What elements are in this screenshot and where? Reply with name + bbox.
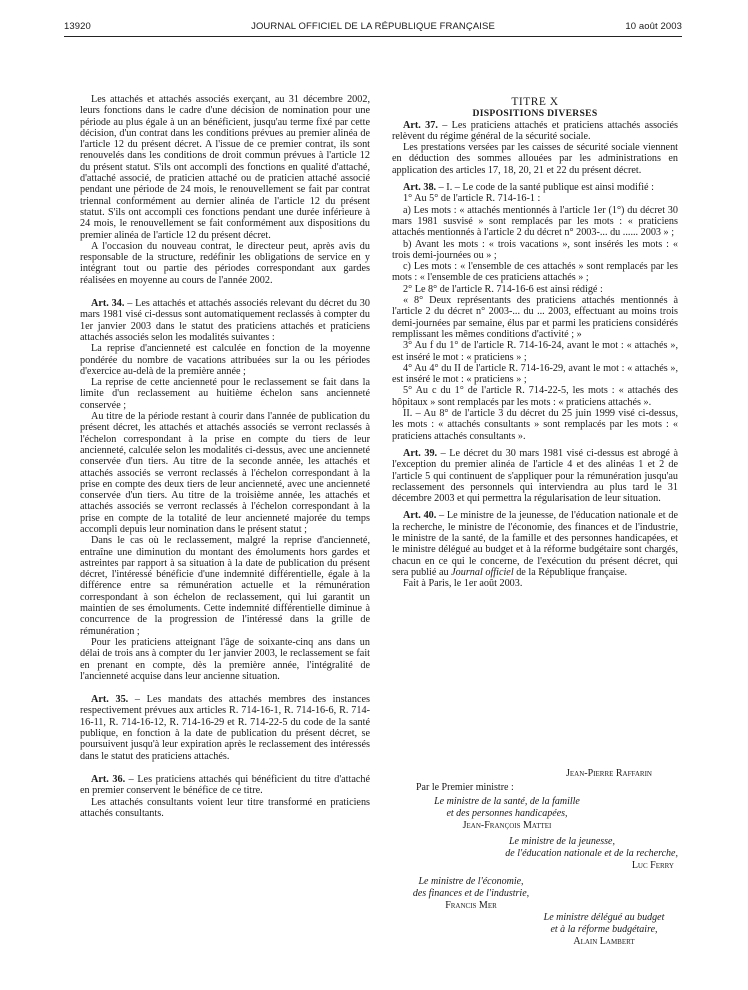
article-39-label: Art. 39.: [403, 447, 438, 459]
right-column: [392, 97, 678, 589]
budget-title-1: Le ministre délégué au budget: [543, 912, 665, 923]
paragraph: II. – Au 8° de l'article 3 du décret du 25 juin 1999 visé ci-dessus, les mots : « attachés consultants » sont remplacés par les mots : « praticiens attachés consultants ».: [392, 408, 678, 442]
jeunesse-minister-name: Luc Ferry: [631, 860, 674, 871]
paragraph: 2° Le 8° de l'article R. 714-16-6 est ainsi rédigé :: [403, 283, 603, 295]
paragraph: a) Les mots : « attachés mentionnés à l'article 1er (1°) du décret 30 mars 1981 susvisé » sont remplacés par les mots : « praticiens attachés mentionnés à l'article 2 du décret n° 2003-... du ...... 2003 » ;: [392, 204, 678, 239]
sante-title-2: et des personnes handicapées,: [446, 808, 568, 819]
article-36-label: Art. 36.: [91, 773, 126, 785]
issue-date: 10 août 2003: [625, 21, 682, 32]
paragraph: 4° Au 4° du II de l'article R. 714-16-29, avant le mot : « attachés », est inséré le mot : « praticiens » ;: [392, 362, 678, 386]
paragraph: Les prestations versées par les caisses de sécurité sociale viennent en déduction des sommes allouées par les administrations en application des articles 17, 18, 20, 21 et 22 du présent décret.: [392, 142, 678, 176]
paragraph: 3° Au f du 1° de l'article R. 714-16-24, avant le mot : « attachés », est inséré le mot : « praticiens » ;: [392, 340, 678, 363]
article-40-end: de la République française.: [513, 566, 628, 578]
jeunesse-title-1: Le ministre de la jeunesse,: [508, 836, 615, 847]
section-subtitle: DISPOSITIONS DIVERSES: [472, 108, 598, 120]
article-35-text: – Les mandats des attachés membres des instances respectivement prévues aux articles R. 714-16-1, R. 714-16-6, R. 714-16-11, R. 714-16-12, R. 714-16-29 et R. 714-22-5 du code de la santé publique, en fonction à la date de publication du présent décret, se poursuivent jusqu'à leur expiration après le reclassement des intéressés dans le statut des praticiens attachés.: [80, 694, 370, 762]
article-38-label: Art. 38.: [403, 182, 437, 194]
article-34-label: Art. 34.: [91, 298, 125, 310]
article-38-text: – I. – Le code de la santé publique est ainsi modifié :: [436, 182, 654, 194]
eco-title-2: des finances et de l'industrie,: [412, 888, 530, 899]
journal-title: JOURNAL OFFICIEL DE LA RÉPUBLIQUE FRANÇAISE: [251, 21, 495, 32]
paragraph: Pour les praticiens atteignant l'âge de soixante-cinq ans dans un délai de trois ans à compter du 1er janvier 2003, le reclassement se fait en prenant en compte, dès la première année, l'intégralité de l'ancienneté acquise dans leur ancienne situation.: [80, 636, 370, 682]
article-37-text: – Les praticiens attachés et praticiens attachés associés relèvent du régime général de la sécurité sociale.: [392, 119, 678, 142]
jeunesse-title-2: de l'éducation nationale et de la recherche,: [505, 848, 678, 859]
budget-title-2: et à la réforme budgétaire,: [550, 924, 658, 935]
paragraph: A l'occasion du nouveau contrat, le directeur peut, après avis du responsable de la structure, redéfinir les obligations de service en y intégrant tout ou partie des périodes correspondant aux gardes réalisées en moyenne au cours de l'année 2002.: [80, 240, 370, 286]
page-header: [64, 21, 682, 35]
sante-minister-name: Jean-François Mattei: [462, 820, 552, 831]
paragraph: 1° Au 5° de l'article R. 714-16-1 :: [403, 193, 541, 205]
eco-minister-name: Francis Mer: [445, 900, 497, 911]
paragraph: 5° Au c du 1° de l'article R. 714-22-5, les mots : « attachés des hôpitaux » sont remplacés par les mots : « praticiens attachés ».: [392, 385, 678, 408]
paragraph: La reprise d'ancienneté est calculée en fonction de la moyenne pondérée du nombre de vacations attribuées sur la ou les périodes d'exercice au-delà de la première année ;: [80, 343, 370, 377]
article-37-label: Art. 37.: [403, 119, 438, 131]
section-title: TITRE X: [511, 96, 559, 108]
sante-title-1: Le ministre de la santé, de la famille: [434, 796, 580, 807]
article-35-label: Art. 35.: [91, 694, 129, 706]
article-40-label: Art. 40.: [403, 510, 437, 522]
article-40-text: – Le ministre de la jeunesse, de l'éducation nationale et de la recherche, le ministre de l'économie, des finances et de l'industrie, le ministre de la santé, de la famille et des personnes handicapées, et le ministre délégué au budget et à la réforme budgétaire sont chargés, chacun en ce qui le concerne, de l'exécution du présent décret, qui sera publié au: [392, 510, 678, 578]
article-36-text: – Les praticiens attachés qui bénéficient du titre d'attaché en premier conservent le bénéfice de ce titre.: [80, 773, 371, 797]
header-rule: [64, 36, 682, 37]
page-number: 13920: [64, 21, 91, 32]
paragraph: b) Avant les mots : « trois vacations », sont insérés les mots : « trois demi-journées ou » ;: [392, 238, 678, 261]
paragraph: Au titre de la période restant à courir dans l'année de publication du présent décret, les attachés et attachés associés se verront reclassés à l'échelon correspondant à la prise en compte du tiers de leur ancienneté, calculée selon les modalités ci-dessus, avec une ancienneté conservée d'un tiers. Au titre de la seconde année, les attachés et attachés associés se verront reclassés à l'échelon correspondant à la prise en compte des deux tiers de leur ancienneté, avec une ancienneté conservée d'un tiers. Au titre de la troisième année, les attachés et attachés associés se verront reclassés à l'échelon correspondant à la prise en compte de la totalité de leur ancienneté majorée du temps accompli depuis leur nomination dans le présent statut ;: [80, 411, 370, 535]
paragraph: Dans le cas où le reclassement, malgré la reprise d'ancienneté, entraîne une diminution du montant des émoluments hors gardes et astreintes par rapport à sa situation à la date de publication du présent décret, l'intéressé bénéficie d'une indemnité différentielle, égale à la différence entre sa rémunération actuelle et la rémunération correspondant à son échelon de reclassement, qui lui garantit un maintien de ses émoluments. Cette indemnité différentielle diminue à concurrence de la progression de l'intéressé dans la grille de rémunération ;: [80, 535, 370, 637]
paragraph: « 8° Deux représentants des praticiens attachés mentionnés à l'article 2 du décret n° 2003-... du ... 2003, effectuant au moins trois demi-journées par semaine, élus par et parmi les praticiens considérés remplissant les mêmes conditions d'activité ; »: [392, 295, 678, 340]
paragraph: La reprise de cette ancienneté pour le reclassement se fait dans la limite d'un reclassement au huitième échelon sans ancienneté conservée ;: [80, 377, 370, 411]
budget-minister-name: Alain Lambert: [573, 936, 635, 947]
article-39-text: – Le décret du 30 mars 1981 visé ci-dessus est abrogé à l'exception du premier alinéa de l'article 4 et des alinéas 1 et 2 de l'article 5 qui continuent de s'appliquer pour la rémunération jusqu'au reclassement des personnels qui interviendra au plus tard le 31 décembre 2003 et qui permettra la régularisation de leur situation.: [392, 447, 678, 505]
paragraph: Les attachés consultants voient leur titre transformé en praticiens attachés consultants.: [80, 796, 370, 819]
pm-name: Jean-Pierre Raffarin: [566, 768, 652, 779]
paragraph: Les attachés et attachés associés exerçant, au 31 décembre 2002, leurs fonctions dans le cadre d'une décision de nomination pour une période au plus égale à un an bénéficient, jusqu'au terme fixé par cette décision, d'un contrat dans les conditions prévues au premier alinéa de l'article 12 du présent décret. A l'issue de ce premier contrat, ils sont renouvelés dans les conditions de droit commun prévues à l'article 12 du présent statut. S'ils ont accompli des fonctions en qualité d'attaché, d'attaché associé, de praticien attaché ou de praticien attaché associé pendant une période de 24 mois, le renouvellement se fait par contrat triennal conformément au dernier alinéa de l'article 12 du présent statut. S'ils ont accompli ces fonctions pendant une durée inférieure à 24 mois, le renouvellement se fait conformément aux dispositions du premier alinéa de l'article 12 du présent décret.: [80, 94, 370, 241]
par-premier-ministre: Par le Premier ministre :: [416, 782, 514, 793]
eco-title-1: Le ministre de l'économie,: [418, 876, 524, 887]
article-34-text: – Les attachés et attachés associés relevant du décret du 30 mars 1981 visé ci-dessus sont automatiquement reclassés à compter du 1er janvier 2003 dans le statut des praticiens attachés et praticiens attachés associés selon les modalités suivantes :: [80, 298, 370, 343]
signing-place-date: Fait à Paris, le 1er août 2003.: [403, 578, 523, 590]
left-column: [80, 94, 370, 819]
paragraph: c) Les mots : « l'ensemble de ces attachés » sont remplacés par les mots : « l'ensemble de ces praticiens attachés » ;: [392, 261, 678, 284]
journal-officiel-ref: Journal officiel: [451, 566, 514, 578]
